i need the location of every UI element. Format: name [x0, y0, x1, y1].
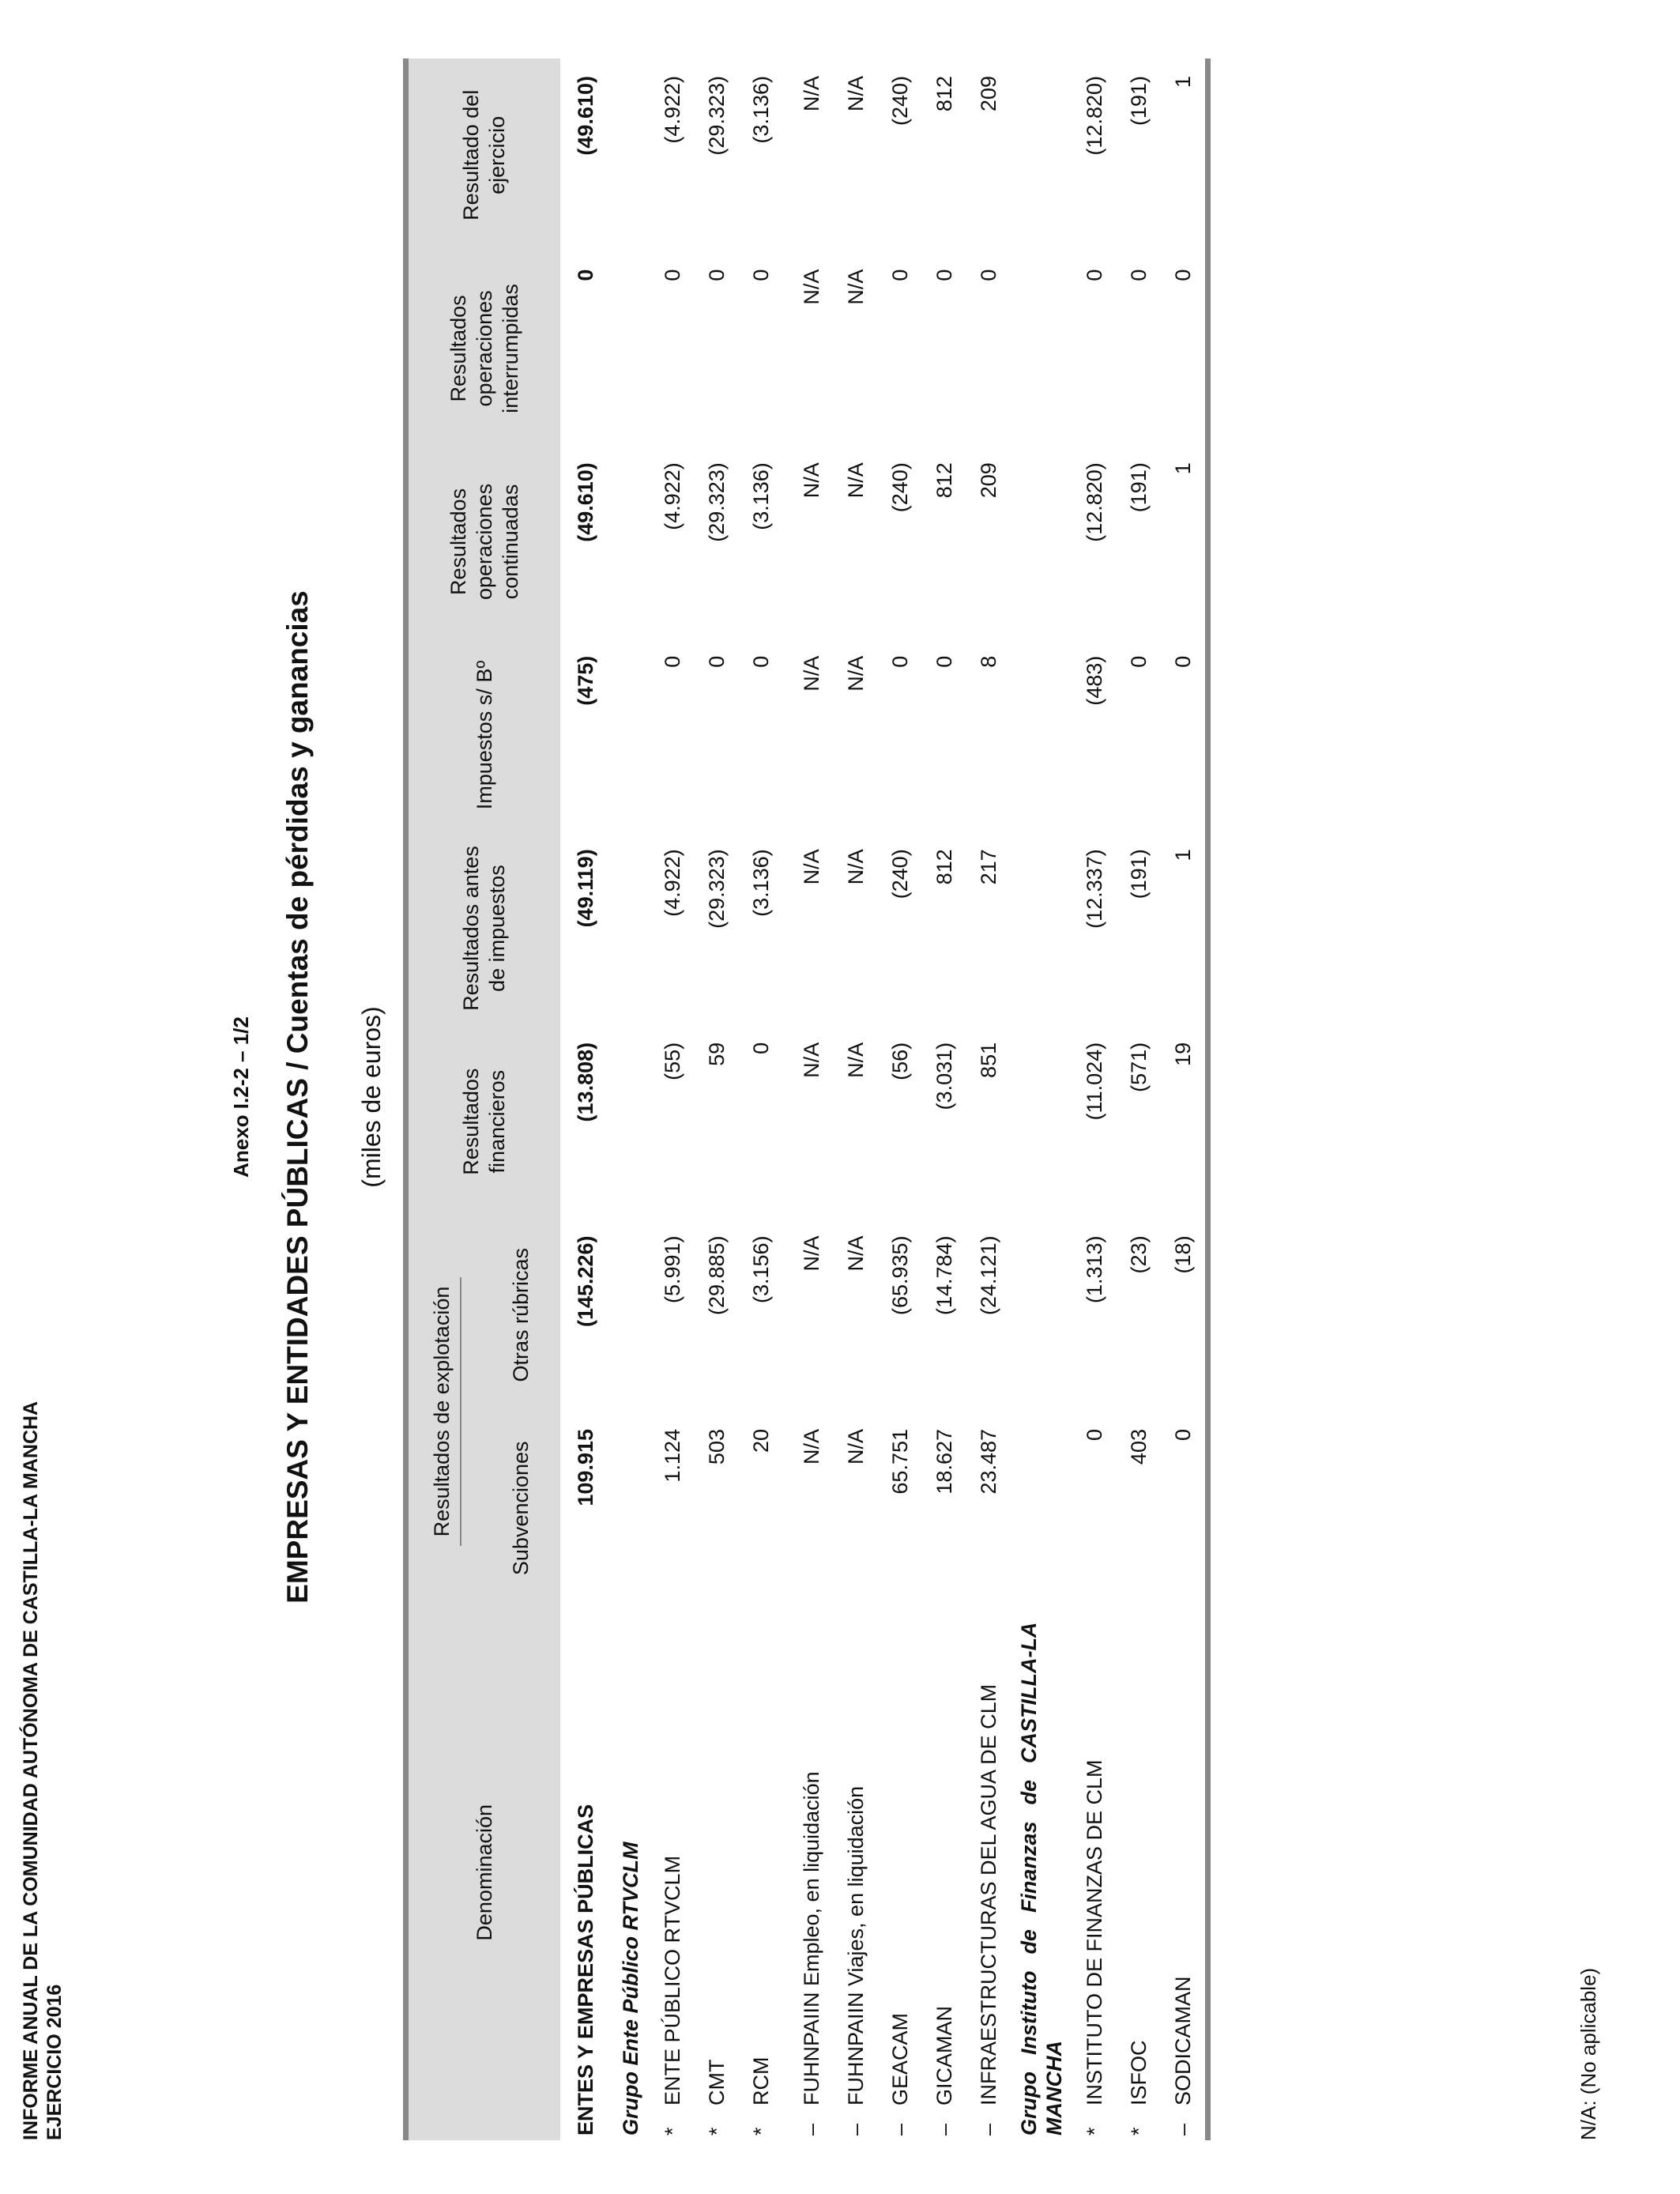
value-cell: 812 — [932, 849, 956, 885]
row-label: GEACAM — [888, 2012, 912, 2105]
value-cell: N/A — [844, 1235, 868, 1272]
group-name: Grupo Ente Público RTVCLM — [619, 1842, 642, 2136]
value-cell: N/A — [800, 462, 823, 499]
value-cell: (12.820) — [1083, 462, 1106, 542]
table-row — [695, 58, 739, 2140]
report-title: INFORME ANUAL DE LA COMUNIDAD AUTÓNOMA DE CASTILLA-LA MANCHA — [20, 1400, 42, 2140]
total-row — [560, 58, 611, 2140]
empty-cell — [1011, 58, 1072, 252]
value-cell: 503 — [705, 1429, 729, 1465]
row-marker: – — [932, 2123, 956, 2136]
empty-cell — [1011, 1025, 1072, 1219]
value-cell: 0 — [749, 655, 773, 668]
value-cell: (18) — [1161, 1218, 1208, 1412]
footnote: N/A: (No aplicable) — [1576, 1967, 1600, 2140]
empty-cell — [611, 445, 650, 639]
value-cell: N/A — [844, 462, 868, 499]
col-subvenciones: Subvenciones — [481, 1412, 560, 1605]
row-name — [739, 1605, 783, 2140]
table-row — [1072, 58, 1117, 2140]
value-cell: 0 — [749, 1042, 773, 1054]
value-cell: (49.610) — [574, 462, 597, 542]
col-antes-impuestos: Resultados antes de impuestos — [406, 831, 561, 1025]
value-cell: 0 — [1161, 1412, 1208, 1605]
row-name — [695, 1605, 739, 2140]
row-name — [922, 1605, 966, 2140]
value-cell: 59 — [705, 1042, 729, 1066]
empty-cell — [1011, 445, 1072, 639]
value-cell: (29.323) — [705, 462, 729, 542]
value-cell: 1.124 — [661, 1429, 684, 1483]
table-row — [739, 58, 783, 2140]
row-label: ENTE PÚBLICO RTVCLM — [661, 1855, 684, 2105]
value-cell: N/A — [800, 76, 823, 112]
annex-label: Anexo I.2-2 – 1/2 — [229, 1016, 253, 1178]
units-subtitle: (miles de euros) — [357, 1006, 386, 1188]
table-row — [650, 58, 695, 2140]
value-cell: (11.024) — [1083, 1042, 1106, 1121]
empty-cell — [611, 1025, 650, 1219]
value-cell: 1 — [1161, 58, 1208, 252]
value-cell: N/A — [844, 1042, 868, 1078]
value-cell: (3.136) — [749, 76, 773, 144]
row-name — [834, 1605, 878, 2140]
row-label: FUHNPAIIN Viajes, en liquidación — [844, 1785, 868, 2105]
value-cell: 8 — [977, 655, 1000, 668]
empty-cell — [1011, 639, 1072, 832]
row-marker: * — [705, 2127, 729, 2136]
row-name — [1161, 1605, 1208, 2140]
value-cell: (3.136) — [749, 849, 773, 917]
table-header — [406, 58, 561, 2140]
row-name — [966, 1605, 1011, 2140]
empty-cell — [1011, 252, 1072, 446]
value-cell: 403 — [1127, 1429, 1151, 1465]
value-cell: 19 — [1161, 1025, 1208, 1219]
row-label: SODICAMAN — [1171, 1976, 1195, 2105]
value-cell: (3.031) — [932, 1042, 956, 1110]
value-cell: (12.337) — [1083, 849, 1106, 929]
value-cell: (65.935) — [888, 1235, 912, 1316]
value-cell: 65.751 — [888, 1429, 912, 1495]
row-label: INFRAESTRUCTURAS DEL AGUA DE CLM — [977, 1683, 1000, 2105]
col-interrumpidas: Resultados operaciones interrumpidas — [406, 252, 561, 446]
empty-cell — [783, 1218, 789, 1412]
value-cell: (29.323) — [705, 849, 729, 929]
table-row — [922, 58, 966, 2140]
row-label: FUHNPAIIN Empleo, en liquidación — [800, 1771, 823, 2105]
empty-cell — [783, 639, 789, 832]
table-row — [878, 58, 922, 2140]
value-cell: 812 — [932, 462, 956, 499]
row-marker: – — [844, 2123, 868, 2136]
value-cell: N/A — [844, 269, 868, 305]
col-ejercicio: Resultado del ejercicio — [406, 58, 561, 252]
value-cell: (4.922) — [661, 849, 684, 917]
col-group-explotacion: Resultados de explotación — [406, 1218, 482, 1604]
value-cell: 23.487 — [977, 1429, 1000, 1495]
value-cell: (4.922) — [661, 462, 684, 530]
value-cell: (240) — [888, 849, 912, 899]
value-cell: 0 — [661, 269, 684, 281]
value-cell: 0 — [574, 269, 597, 281]
value-cell: 0 — [888, 269, 912, 281]
value-cell: N/A — [844, 655, 868, 692]
row-name — [1117, 1605, 1161, 2140]
row-marker: – — [1171, 2123, 1195, 2136]
value-cell: 0 — [1127, 655, 1151, 668]
value-cell: 0 — [705, 269, 729, 281]
value-cell: (5.991) — [661, 1235, 684, 1303]
value-cell: (24.121) — [977, 1235, 1000, 1316]
value-cell: 0 — [749, 269, 773, 281]
value-cell: (14.784) — [932, 1235, 956, 1316]
value-cell: 0 — [888, 655, 912, 668]
value-cell: (29.323) — [705, 76, 729, 156]
value-cell: 18.627 — [932, 1429, 956, 1495]
value-cell: N/A — [800, 1235, 823, 1272]
empty-cell — [783, 445, 789, 639]
value-cell: 0 — [1127, 269, 1151, 281]
row-marker: * — [1083, 2127, 1106, 2136]
value-cell: 812 — [932, 76, 956, 112]
spacer-row — [783, 58, 789, 2140]
empty-cell — [611, 1218, 650, 1412]
group-name: Grupo Instituto de Finanzas de CASTILLA-LA MANCHA — [1017, 1622, 1066, 2136]
value-cell: 0 — [932, 655, 956, 668]
value-cell: N/A — [800, 1429, 823, 1465]
group-header-row — [611, 58, 650, 2140]
empty-cell — [783, 1025, 789, 1219]
row-marker: * — [1127, 2127, 1151, 2136]
value-cell: (55) — [661, 1042, 684, 1080]
empty-cell — [1011, 1412, 1072, 1605]
results-table — [403, 58, 1211, 2140]
empty-cell — [783, 1412, 789, 1605]
value-cell: (29.885) — [705, 1235, 729, 1316]
value-cell: 20 — [749, 1429, 773, 1453]
value-cell: (49.610) — [574, 76, 597, 156]
value-cell: 209 — [977, 462, 1000, 499]
value-cell: 851 — [977, 1042, 1000, 1078]
row-label: CMT — [705, 2059, 729, 2105]
row-name: ENTES Y EMPRESAS PÚBLICAS — [574, 1804, 597, 2136]
value-cell: (3.136) — [749, 462, 773, 530]
empty-cell — [611, 831, 650, 1025]
value-cell: 0 — [705, 655, 729, 668]
row-marker: – — [977, 2123, 1000, 2136]
col-otras-rubricas: Otras rúbricas — [481, 1218, 560, 1412]
report-year: EJERCICIO 2016 — [43, 1984, 66, 2140]
value-cell: N/A — [800, 1042, 823, 1078]
col-financieros: Resultados financieros — [406, 1025, 561, 1219]
table-row — [834, 58, 878, 2140]
table-body — [560, 58, 1208, 2140]
value-cell: 1 — [1161, 445, 1208, 639]
value-cell: N/A — [844, 849, 868, 885]
value-cell: (3.156) — [749, 1235, 773, 1303]
col-impuestos: Impuestos s/ Bº — [406, 639, 561, 832]
value-cell: 0 — [661, 655, 684, 668]
value-cell: 209 — [977, 76, 1000, 112]
group-header-row — [1011, 58, 1072, 2140]
value-cell: (23) — [1127, 1235, 1151, 1274]
value-cell: N/A — [844, 76, 868, 112]
empty-cell — [783, 1605, 789, 2140]
row-marker: * — [661, 2127, 684, 2136]
empty-cell — [611, 58, 650, 252]
row-name — [650, 1605, 695, 2140]
page-title: EMPRESAS Y ENTIDADES PÚBLICAS / Cuentas de pérdidas y ganancias — [281, 590, 314, 1604]
value-cell: N/A — [844, 1429, 868, 1465]
value-cell: 0 — [1161, 639, 1208, 832]
empty-cell — [611, 252, 650, 446]
table-row — [789, 58, 834, 2140]
col-denominacion: Denominación — [406, 1605, 561, 2140]
row-name — [878, 1605, 922, 2140]
value-cell: (191) — [1127, 76, 1151, 126]
table-row — [1117, 58, 1161, 2140]
value-cell: (483) — [1083, 655, 1106, 706]
value-cell: 0 — [1083, 269, 1106, 281]
row-marker: – — [800, 2123, 823, 2136]
row-name — [789, 1605, 834, 2140]
value-cell: 0 — [1161, 252, 1208, 446]
empty-cell — [1011, 1218, 1072, 1412]
row-marker: – — [888, 2123, 912, 2136]
value-cell: (240) — [888, 76, 912, 126]
value-cell: (240) — [888, 462, 912, 513]
row-label: ISFOC — [1127, 2040, 1151, 2105]
empty-cell — [1011, 831, 1072, 1025]
report-header — [19, 1401, 66, 2140]
value-cell: (1.313) — [1083, 1235, 1106, 1303]
value-cell: N/A — [800, 269, 823, 305]
empty-cell — [783, 831, 789, 1025]
value-cell: 0 — [932, 269, 956, 281]
table-row — [1161, 58, 1208, 2140]
value-cell: (56) — [888, 1042, 912, 1080]
empty-cell — [611, 1412, 650, 1605]
value-cell: (571) — [1127, 1042, 1151, 1092]
value-cell: (191) — [1127, 849, 1151, 899]
table-row — [966, 58, 1011, 2140]
value-cell: 217 — [977, 849, 1000, 885]
value-cell: 0 — [1083, 1429, 1106, 1442]
row-label: GICAMAN — [932, 2005, 956, 2105]
value-cell: 0 — [977, 269, 1000, 281]
row-label: INSTITUTO DE FINANZAS DE CLM — [1083, 1759, 1106, 2105]
col-continuadas: Resultados operaciones continuadas — [406, 445, 561, 639]
value-cell: N/A — [800, 655, 823, 692]
empty-cell — [783, 58, 789, 252]
value-cell: (4.922) — [661, 76, 684, 144]
value-cell: N/A — [800, 849, 823, 885]
empty-cell — [611, 639, 650, 832]
value-cell: (12.820) — [1083, 76, 1106, 156]
value-cell: (49.119) — [574, 849, 597, 928]
row-name — [1072, 1605, 1117, 2140]
row-marker: * — [749, 2127, 773, 2136]
value-cell: (13.808) — [574, 1042, 597, 1122]
value-cell: (145.226) — [574, 1235, 597, 1328]
value-cell: 109.915 — [574, 1429, 597, 1506]
empty-cell — [783, 252, 789, 446]
value-cell: (191) — [1127, 462, 1151, 513]
value-cell: 1 — [1161, 831, 1208, 1025]
value-cell: (475) — [574, 655, 597, 706]
row-label: RCM — [749, 2056, 773, 2105]
